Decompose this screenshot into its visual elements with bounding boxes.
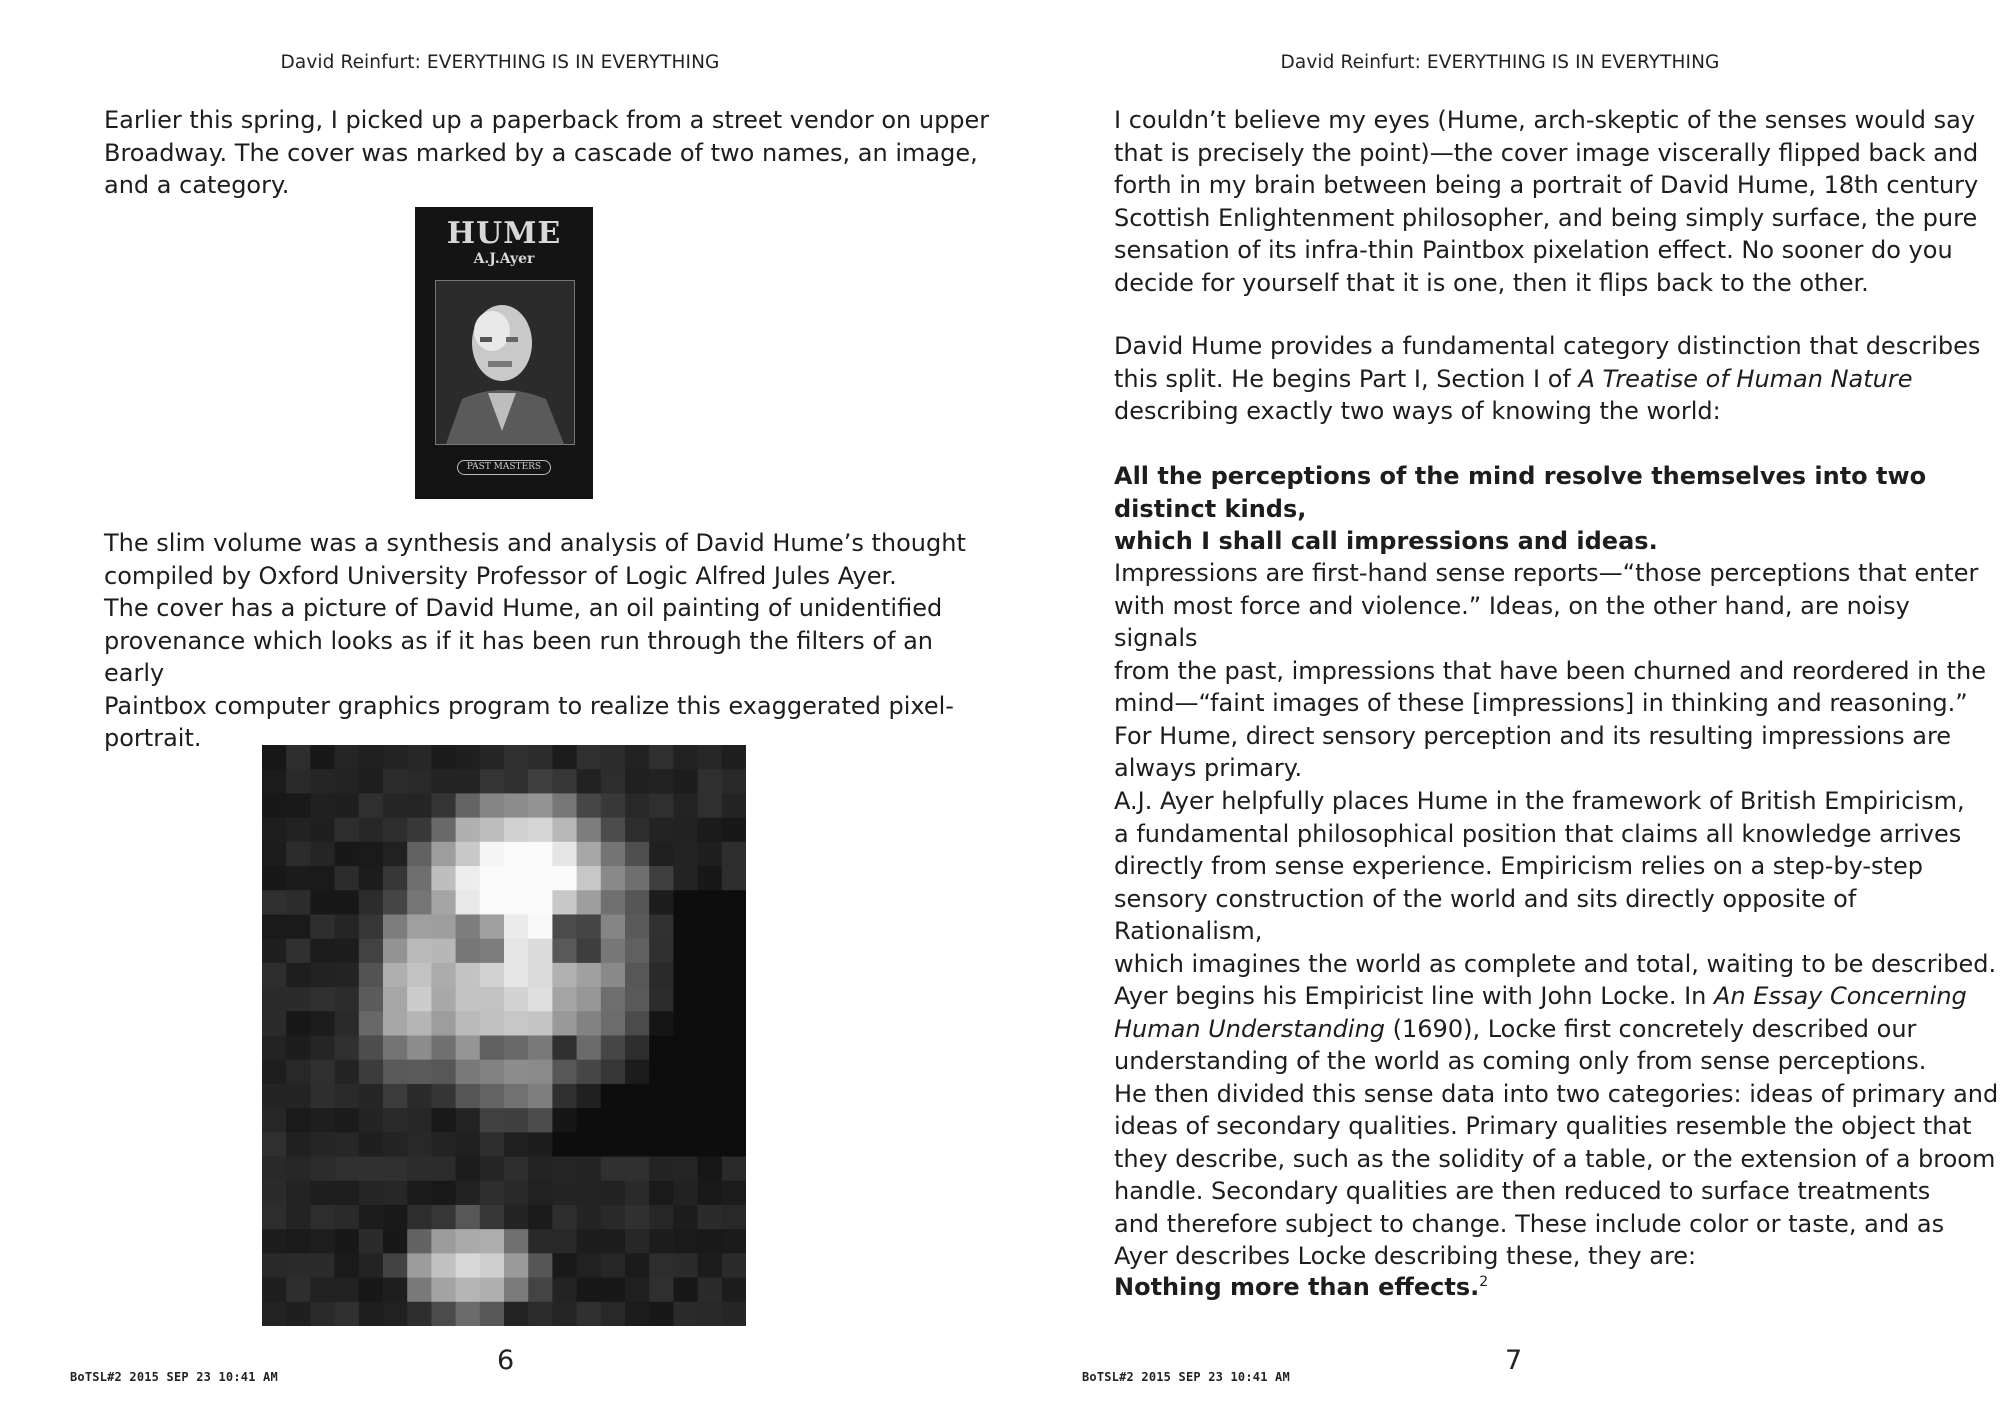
text-line: sensory construction of the world and sits directly opposite of Rationalism, bbox=[1114, 884, 1857, 945]
text-line: Broadway. The cover was marked by a cascade of two names, an image, bbox=[104, 138, 978, 167]
text-line: The slim volume was a synthesis and analysis of David Hume’s thought bbox=[104, 529, 966, 557]
text-line: forth in my brain between being a portrait of David Hume, 18th century bbox=[1114, 171, 1979, 199]
text-line: David Hume provides a fundamental category distinction that describes bbox=[1114, 332, 1981, 360]
text-line: Paintbox computer graphics program to realize this exaggerated pixel- bbox=[104, 691, 954, 720]
series-badge: PAST MASTERS bbox=[457, 460, 551, 475]
book-cover-image bbox=[415, 207, 593, 499]
text-line: from the past, impressions that have been churned and reordered in the bbox=[1114, 656, 1986, 685]
text-line: A.J. Ayer helpfully places Hume in the framework of British Empiricism, bbox=[1114, 787, 1965, 815]
book-title: A Treatise of Human Nature bbox=[1578, 364, 1913, 393]
quote-line: Nothing more than effects. bbox=[1114, 1273, 1480, 1301]
book-title: Human Understanding bbox=[1114, 1014, 1386, 1043]
text-line: compiled by Oxford University Professor of Logic Alfred Jules Ayer. bbox=[104, 561, 897, 590]
text-line: which imagines the world as complete and total, waiting to be described. bbox=[1114, 949, 1997, 978]
text-line: Impressions are first-hand sense reports—“those perceptions that enter bbox=[1114, 559, 1979, 587]
closing-quote bbox=[1114, 1266, 1488, 1304]
print-stamp: BoTSL#2 2015 SEP 23 10:41 AM bbox=[70, 1370, 278, 1384]
footnote-reference[interactable]: 2 bbox=[1479, 1274, 1489, 1290]
text-line: Earlier this spring, I picked up a paperback from a street vendor on upper bbox=[104, 106, 990, 134]
text-line: handle. Secondary qualities are then reduced to surface treatments bbox=[1114, 1177, 1931, 1205]
print-stamp: BoTSL#2 2015 SEP 23 10:41 AM bbox=[1082, 1370, 1290, 1384]
block-quote bbox=[1114, 460, 2000, 558]
text-line: mind—“faint images of these [impressions] in thinking and reasoning.” bbox=[1114, 689, 1968, 717]
text-line: portrait. bbox=[104, 724, 202, 752]
text-line: The cover has a picture of David Hume, an oil painting of unidentified bbox=[104, 594, 943, 622]
cover-portrait-image bbox=[435, 280, 575, 445]
text-line: Ayer describes Locke describing these, they are: bbox=[1114, 1242, 1697, 1270]
book-title: An Essay Concerning bbox=[1714, 982, 1967, 1010]
right-page bbox=[1000, 0, 2000, 1424]
page-number: 6 bbox=[497, 1345, 515, 1376]
text-line: they describe, such as the solidity of a table, or the extension of a broom bbox=[1114, 1144, 1996, 1173]
text-line: Ayer begins his Empiricist line with John Locke. In An Essay Concerning bbox=[1114, 982, 1967, 1010]
text-line: I couldn’t believe my eyes (Hume, arch-skeptic of the senses would say bbox=[1114, 106, 1976, 134]
running-head: David Reinfurt: EVERYTHING IS IN EVERYTHING bbox=[280, 52, 720, 73]
text-line: always primary. bbox=[1114, 754, 1303, 782]
running-head: David Reinfurt: EVERYTHING IS IN EVERYTHING bbox=[1280, 52, 1720, 73]
text-line: and therefore subject to change. These include color or taste, and as bbox=[1114, 1209, 1945, 1238]
text-line: provenance which looks as if it has been run through the filters of an early bbox=[104, 626, 934, 687]
text-line: understanding of the world as coming only from sense perceptions. bbox=[1114, 1047, 1927, 1075]
text-line: decide for yourself that it is one, then it flips back to the other. bbox=[1114, 268, 1869, 297]
intro-paragraph bbox=[104, 104, 989, 202]
perception-paragraph bbox=[1114, 104, 1978, 299]
category-paragraph bbox=[1114, 330, 1980, 428]
text-line: describing exactly two ways of knowing the world: bbox=[1114, 397, 1721, 425]
impressions-paragraph bbox=[1114, 557, 2000, 785]
text-line: and a category. bbox=[104, 171, 290, 199]
text-line: a fundamental philosophical position that claims all knowledge arrives bbox=[1114, 819, 1962, 848]
cover-title: HUME bbox=[446, 216, 562, 251]
text-line: Scottish Enlightenment philosopher, and being simply surface, the pure bbox=[1114, 203, 1978, 232]
text-line: Human Understanding (1690), Locke first concretely described our bbox=[1114, 1014, 1917, 1043]
volume-paragraph bbox=[104, 527, 1000, 755]
text-line: this split. He begins Part I, Section I of A Treatise of Human Nature bbox=[1114, 364, 1913, 393]
cover-author: A.J.Ayer bbox=[473, 251, 535, 267]
text-line: ideas of secondary qualities. Primary qualities resemble the object that bbox=[1114, 1112, 1972, 1140]
text-line: He then divided this sense data into two categories: ideas of primary and bbox=[1114, 1079, 1999, 1108]
text-line: with most force and violence.” Ideas, on the other hand, are noisy signals bbox=[1114, 591, 1910, 652]
text-line: that is precisely the point)—the cover image viscerally flipped back and bbox=[1114, 138, 1979, 167]
text-line: For Hume, direct sensory perception and its resulting impressions are bbox=[1114, 721, 1952, 750]
empiricism-paragraph bbox=[1114, 785, 2000, 1273]
page-number: 7 bbox=[1505, 1345, 1523, 1376]
pixelated-portrait-image bbox=[262, 745, 746, 1326]
text-line: sensation of its infra-thin Paintbox pixelation effect. No sooner do you bbox=[1114, 236, 1953, 264]
quote-line: All the perceptions of the mind resolve themselves into two distinct kinds, bbox=[1114, 462, 1927, 523]
quote-line: which I shall call impressions and ideas. bbox=[1114, 527, 1658, 555]
text-line: directly from sense experience. Empiricism relies on a step-by-step bbox=[1114, 852, 1923, 880]
